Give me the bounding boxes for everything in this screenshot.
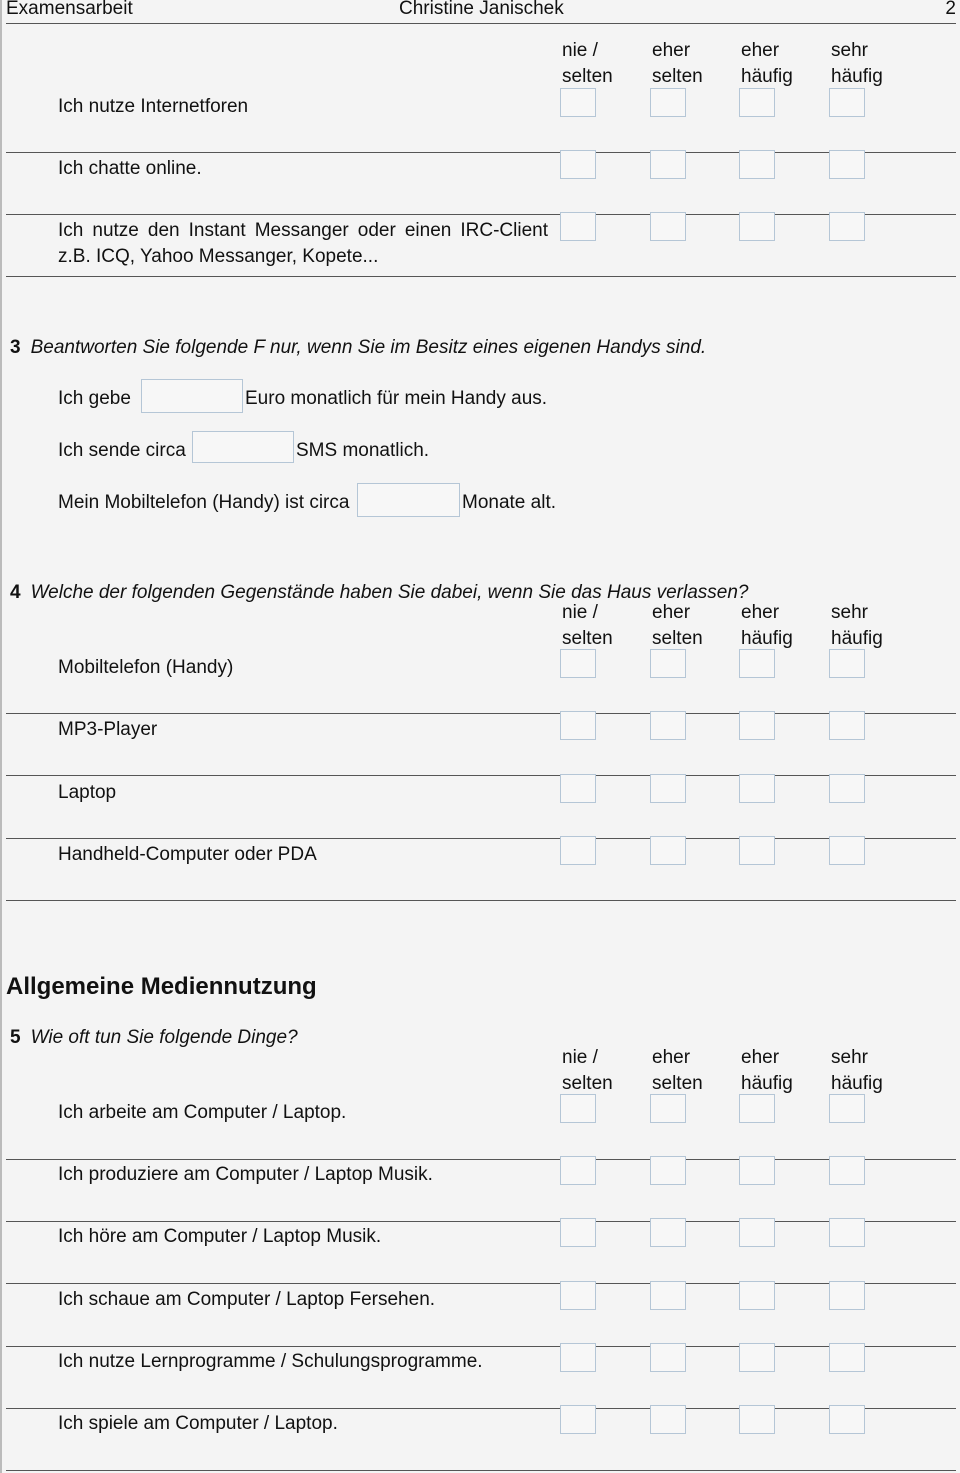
- q5-rating-checkbox[interactable]: [560, 1156, 596, 1185]
- scale-label: sehr: [831, 1047, 868, 1068]
- q5-rating-checkbox[interactable]: [560, 1405, 596, 1434]
- section1-rating-checkbox[interactable]: [829, 212, 865, 241]
- q3-input-field[interactable]: [192, 431, 294, 463]
- q5-rating-checkbox[interactable]: [560, 1343, 596, 1372]
- q5-rating-checkbox[interactable]: [829, 1156, 865, 1185]
- q4-rating-checkbox[interactable]: [650, 711, 686, 740]
- header-author: Christine Janischek: [399, 0, 564, 19]
- q5-rating-checkbox[interactable]: [560, 1218, 596, 1247]
- section1-rating-checkbox[interactable]: [829, 150, 865, 179]
- section1-item-label: Ich chatte online.: [58, 158, 202, 179]
- q5-rating-checkbox[interactable]: [739, 1218, 775, 1247]
- section1-rating-checkbox[interactable]: [739, 150, 775, 179]
- q5-rating-checkbox[interactable]: [650, 1218, 686, 1247]
- q5-rating-checkbox[interactable]: [560, 1094, 596, 1123]
- q5-item-label: Ich nutze Lernprogramme / Schulungsprogramme.: [58, 1350, 483, 1372]
- row-divider: [6, 214, 956, 215]
- q5-item-label: Ich spiele am Computer / Laptop.: [58, 1413, 338, 1434]
- scale-label: selten: [652, 1073, 703, 1094]
- section1-rating-checkbox[interactable]: [650, 88, 686, 117]
- scale-label: eher: [652, 40, 691, 61]
- scale-label: selten: [562, 1073, 613, 1094]
- section-heading: Allgemeine Mediennutzung: [6, 973, 317, 1000]
- question-3: 3 Beantworten Sie folgende F nur, wenn Sie im Besitz eines eigenen Handys sind.: [10, 337, 707, 358]
- q5-rating-checkbox[interactable]: [650, 1343, 686, 1372]
- q4-rating-checkbox[interactable]: [829, 836, 865, 865]
- q5-rating-checkbox[interactable]: [829, 1343, 865, 1372]
- row-divider: [6, 900, 956, 901]
- q5-item-label: Ich höre am Computer / Laptop Musik.: [58, 1226, 382, 1248]
- field-label-after: SMS monatlich.: [296, 440, 430, 461]
- q5-rating-checkbox[interactable]: [650, 1156, 686, 1185]
- q5-rating-checkbox[interactable]: [829, 1281, 865, 1310]
- q4-item-label: Laptop: [58, 781, 117, 803]
- field-label-before: Ich gebe: [58, 388, 131, 409]
- q4-rating-checkbox[interactable]: [560, 774, 596, 803]
- scale-label: nie /: [562, 40, 598, 61]
- q3-input-field[interactable]: [141, 379, 243, 413]
- row-divider: [6, 1221, 956, 1222]
- scale-label: selten: [652, 628, 703, 649]
- q5-item-label: Ich produziere am Computer / Laptop Musik.: [58, 1164, 433, 1186]
- field-label-after: Monate alt.: [462, 492, 556, 513]
- scale-label: selten: [652, 66, 703, 87]
- row-divider: [6, 1283, 956, 1284]
- row-divider: [6, 1470, 956, 1471]
- q4-item-label: Mobiltelefon (Handy): [58, 657, 234, 678]
- q5-item-label: Ich arbeite am Computer / Laptop.: [58, 1102, 347, 1123]
- q5-rating-checkbox[interactable]: [739, 1094, 775, 1123]
- q4-rating-checkbox[interactable]: [560, 711, 596, 740]
- q5-rating-checkbox[interactable]: [739, 1156, 775, 1185]
- q4-rating-checkbox[interactable]: [829, 649, 865, 678]
- q4-rating-checkbox[interactable]: [739, 836, 775, 865]
- section1-rating-checkbox[interactable]: [560, 88, 596, 117]
- q5-rating-checkbox[interactable]: [650, 1405, 686, 1434]
- row-divider: [6, 1408, 956, 1409]
- field-label-before: Mein Mobiltelefon (Handy) ist circa: [58, 492, 350, 513]
- scale-label: häufig: [831, 1073, 883, 1094]
- scale-label: selten: [562, 628, 613, 649]
- row-divider: [6, 1159, 956, 1160]
- scale-label: nie /: [562, 602, 598, 623]
- q5-rating-checkbox[interactable]: [829, 1218, 865, 1247]
- scale-label: eher: [741, 1047, 780, 1068]
- q5-rating-checkbox[interactable]: [739, 1405, 775, 1434]
- q3-input-field[interactable]: [357, 483, 460, 517]
- field-label-after: Euro monatlich für mein Handy aus.: [245, 388, 548, 409]
- q4-rating-checkbox[interactable]: [650, 649, 686, 678]
- row-divider: [6, 152, 956, 153]
- q4-rating-checkbox[interactable]: [739, 711, 775, 740]
- q4-rating-checkbox[interactable]: [829, 711, 865, 740]
- row-divider: [6, 1346, 956, 1347]
- q5-rating-checkbox[interactable]: [560, 1281, 596, 1310]
- q5-rating-checkbox[interactable]: [739, 1281, 775, 1310]
- header-page-number: 2: [945, 0, 956, 19]
- scale-label: häufig: [741, 66, 793, 87]
- row-divider: [6, 276, 956, 277]
- scale-label: häufig: [831, 66, 883, 87]
- q5-rating-checkbox[interactable]: [650, 1281, 686, 1310]
- q5-rating-checkbox[interactable]: [829, 1405, 865, 1434]
- q4-rating-checkbox[interactable]: [650, 836, 686, 865]
- scale-label: eher: [652, 602, 691, 623]
- scale-label: häufig: [741, 628, 793, 649]
- q4-rating-checkbox[interactable]: [560, 649, 596, 678]
- q4-rating-checkbox[interactable]: [650, 774, 686, 803]
- section1-rating-checkbox[interactable]: [739, 88, 775, 117]
- field-label-before: Ich sende circa: [58, 440, 186, 461]
- section1-rating-checkbox[interactable]: [650, 212, 686, 241]
- q4-item-label: Handheld-Computer oder PDA: [58, 843, 317, 865]
- section1-item-label: Ich nutze Internetforen: [58, 96, 249, 117]
- question-4: 4 Welche der folgenden Gegenstände haben Sie dabei, wenn Sie das Haus verlassen?: [10, 582, 749, 603]
- scale-label: nie /: [562, 1047, 598, 1068]
- q5-rating-checkbox[interactable]: [650, 1094, 686, 1123]
- q4-rating-checkbox[interactable]: [739, 649, 775, 678]
- q4-rating-checkbox[interactable]: [829, 774, 865, 803]
- scale-label: eher: [741, 602, 780, 623]
- row-divider: [6, 775, 956, 776]
- scale-label: selten: [562, 66, 613, 87]
- q5-rating-checkbox[interactable]: [739, 1343, 775, 1372]
- q5-item-label: Ich schaue am Computer / Laptop Fersehen.: [58, 1288, 436, 1310]
- row-divider: [6, 713, 956, 714]
- scale-label: sehr: [831, 602, 868, 623]
- scale-label: häufig: [831, 628, 883, 649]
- section1-rating-checkbox[interactable]: [829, 88, 865, 117]
- row-divider: [6, 838, 956, 839]
- q4-rating-checkbox[interactable]: [739, 774, 775, 803]
- section1-rating-checkbox[interactable]: [650, 150, 686, 179]
- scale-label: eher: [652, 1047, 691, 1068]
- section1-rating-checkbox[interactable]: [560, 150, 596, 179]
- scale-label: sehr: [831, 40, 868, 61]
- section1-rating-checkbox[interactable]: [560, 212, 596, 241]
- section1-rating-checkbox[interactable]: [739, 212, 775, 241]
- header-left: Examensarbeit: [6, 0, 133, 19]
- question-5: 5 Wie oft tun Sie folgende Dinge?: [10, 1027, 298, 1048]
- section1-item-label: Ich nutze den Instant Messanger oder einen IRC-Client z.B. ICQ, Yahoo Messanger, Kopete...: [58, 220, 548, 267]
- q4-item-label: MP3-Player: [58, 719, 158, 741]
- q5-rating-checkbox[interactable]: [829, 1094, 865, 1123]
- header-rule: [6, 23, 956, 24]
- scale-label: häufig: [741, 1073, 793, 1094]
- scale-label: eher: [741, 40, 780, 61]
- q4-rating-checkbox[interactable]: [560, 836, 596, 865]
